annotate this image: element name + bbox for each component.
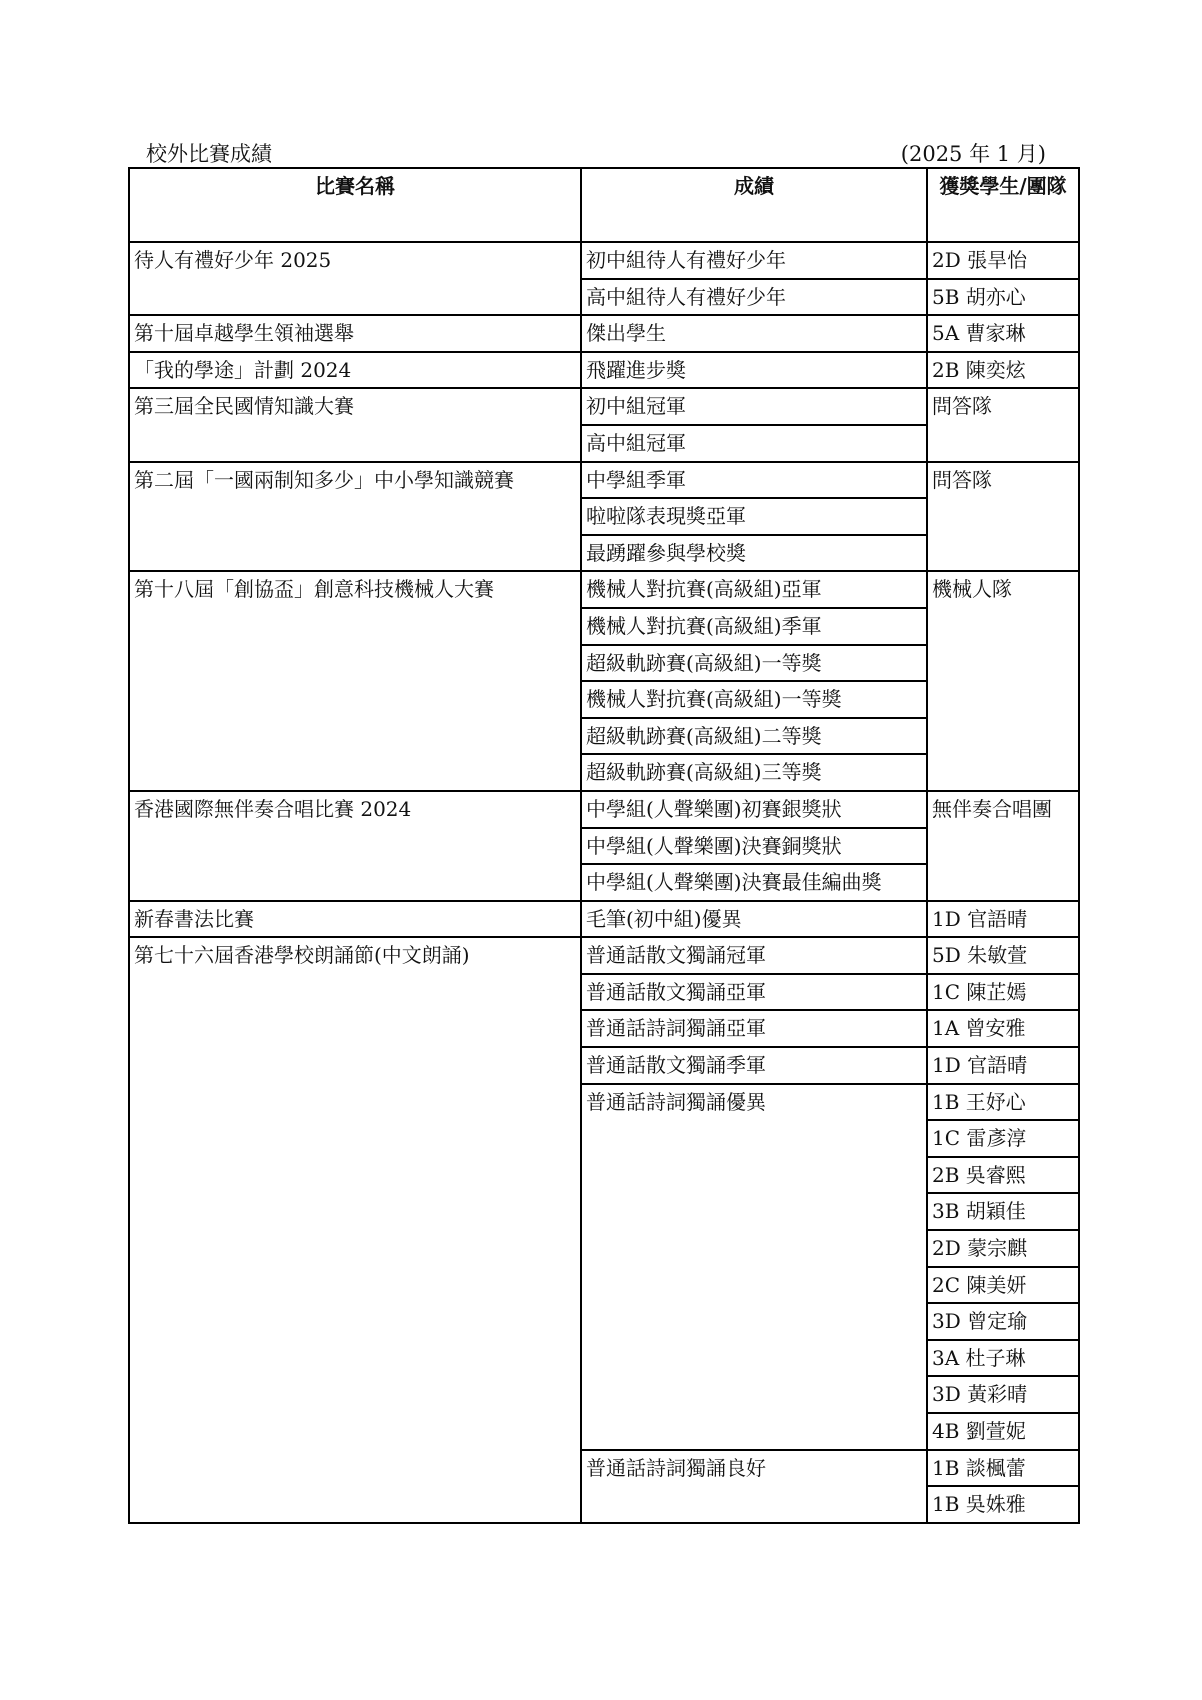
result-cell: 超級軌跡賽(高級組)一等獎 bbox=[581, 645, 927, 682]
table-row bbox=[129, 352, 1079, 389]
winner-cell: 1A 曾安雅 bbox=[927, 1010, 1079, 1047]
winner-cell: 3A 杜子琳 bbox=[927, 1340, 1079, 1377]
document-date: (2025 年 1 月) bbox=[900, 142, 1046, 166]
team-cell: 機械人隊 bbox=[927, 571, 1079, 791]
result-cell: 高中組待人有禮好少年 bbox=[581, 279, 927, 316]
document-title: 校外比賽成績 bbox=[146, 142, 272, 166]
result-cell: 中學組(人聲樂團)決賽銅獎狀 bbox=[581, 828, 927, 865]
winner-cell: 5A 曹家琳 bbox=[927, 315, 1079, 352]
result-cell: 最踴躍參與學校獎 bbox=[581, 535, 927, 572]
table-row bbox=[129, 571, 1079, 608]
table-header-row bbox=[129, 168, 1079, 242]
result-cell: 中學組季軍 bbox=[581, 462, 927, 499]
table-row bbox=[129, 242, 1079, 279]
winner-cell: 1B 王妤心 bbox=[927, 1084, 1079, 1121]
result-cell: 超級軌跡賽(高級組)三等獎 bbox=[581, 754, 927, 791]
result-cell: 高中組冠軍 bbox=[581, 425, 927, 462]
result-cell: 啦啦隊表現獎亞軍 bbox=[581, 498, 927, 535]
result-cell: 普通話散文獨誦亞軍 bbox=[581, 974, 927, 1011]
table-row bbox=[129, 388, 1079, 425]
winner-cell: 5B 胡亦心 bbox=[927, 279, 1079, 316]
result-cell: 初中組冠軍 bbox=[581, 388, 927, 425]
winner-cell: 1D 官語晴 bbox=[927, 1047, 1079, 1084]
result-cell: 普通話詩詞獨誦優異 bbox=[581, 1084, 927, 1450]
winner-cell: 5D 朱敏萱 bbox=[927, 937, 1079, 974]
result-cell: 傑出學生 bbox=[581, 315, 927, 352]
winner-cell: 1B 談楓蕾 bbox=[927, 1450, 1079, 1487]
competition-name: 第十八屆「創協盃」創意科技機械人大賽 bbox=[129, 571, 581, 791]
results-table bbox=[128, 167, 1080, 1524]
result-cell: 毛筆(初中組)優異 bbox=[581, 901, 927, 938]
table-row bbox=[129, 315, 1079, 352]
team-cell: 問答隊 bbox=[927, 388, 1079, 461]
table-row bbox=[129, 462, 1079, 499]
page-header bbox=[146, 138, 1046, 170]
winner-cell: 1D 官語晴 bbox=[927, 901, 1079, 938]
winner-cell: 1B 吳姝雅 bbox=[927, 1486, 1079, 1523]
result-cell: 機械人對抗賽(高級組)亞軍 bbox=[581, 571, 927, 608]
winner-cell: 4B 劉萱妮 bbox=[927, 1413, 1079, 1450]
result-cell: 機械人對抗賽(高級組)一等獎 bbox=[581, 681, 927, 718]
column-header-result: 成績 bbox=[581, 168, 927, 242]
winner-cell: 3B 胡穎佳 bbox=[927, 1193, 1079, 1230]
winner-cell: 2D 蒙宗麒 bbox=[927, 1230, 1079, 1267]
winner-cell: 3D 黃彩晴 bbox=[927, 1376, 1079, 1413]
winner-cell: 2D 張旱怡 bbox=[927, 242, 1079, 279]
team-cell: 無伴奏合唱團 bbox=[927, 791, 1079, 901]
result-cell: 飛躍進步獎 bbox=[581, 352, 927, 389]
result-cell: 普通話散文獨誦冠軍 bbox=[581, 937, 927, 974]
result-cell: 普通話散文獨誦季軍 bbox=[581, 1047, 927, 1084]
table-row bbox=[129, 901, 1079, 938]
competition-name: 新春書法比賽 bbox=[129, 901, 581, 938]
winner-cell: 1C 雷彥淳 bbox=[927, 1120, 1079, 1157]
result-cell: 中學組(人聲樂團)初賽銀獎狀 bbox=[581, 791, 927, 828]
table-row bbox=[129, 937, 1079, 974]
competition-name: 第十屆卓越學生領袖選舉 bbox=[129, 315, 581, 352]
table-row bbox=[129, 791, 1079, 828]
results-body bbox=[129, 242, 1079, 1523]
winner-cell: 2B 吳睿熙 bbox=[927, 1157, 1079, 1194]
result-cell: 超級軌跡賽(高級組)二等獎 bbox=[581, 718, 927, 755]
competition-name: 待人有禮好少年 2025 bbox=[129, 242, 581, 315]
result-cell: 普通話詩詞獨誦良好 bbox=[581, 1450, 927, 1523]
result-cell: 初中組待人有禮好少年 bbox=[581, 242, 927, 279]
competition-name: 第七十六屆香港學校朗誦節(中文朗誦) bbox=[129, 937, 581, 1523]
result-cell: 普通話詩詞獨誦亞軍 bbox=[581, 1010, 927, 1047]
competition-name: 第二屆「一國兩制知多少」中小學知識競賽 bbox=[129, 462, 581, 572]
competition-name: 「我的學途」計劃 2024 bbox=[129, 352, 581, 389]
competition-name: 香港國際無伴奏合唱比賽 2024 bbox=[129, 791, 581, 901]
column-header-competition: 比賽名稱 bbox=[129, 168, 581, 242]
team-cell: 問答隊 bbox=[927, 462, 1079, 572]
winner-cell: 2C 陳美妍 bbox=[927, 1267, 1079, 1304]
column-header-winner: 獲獎學生/團隊 bbox=[927, 168, 1079, 242]
competition-name: 第三屆全民國情知識大賽 bbox=[129, 388, 581, 461]
winner-cell: 3D 曾定瑜 bbox=[927, 1303, 1079, 1340]
result-cell: 機械人對抗賽(高級組)季軍 bbox=[581, 608, 927, 645]
result-cell: 中學組(人聲樂團)決賽最佳編曲獎 bbox=[581, 864, 927, 901]
winner-cell: 2B 陳奕炫 bbox=[927, 352, 1079, 389]
winner-cell: 1C 陳芷嫣 bbox=[927, 974, 1079, 1011]
